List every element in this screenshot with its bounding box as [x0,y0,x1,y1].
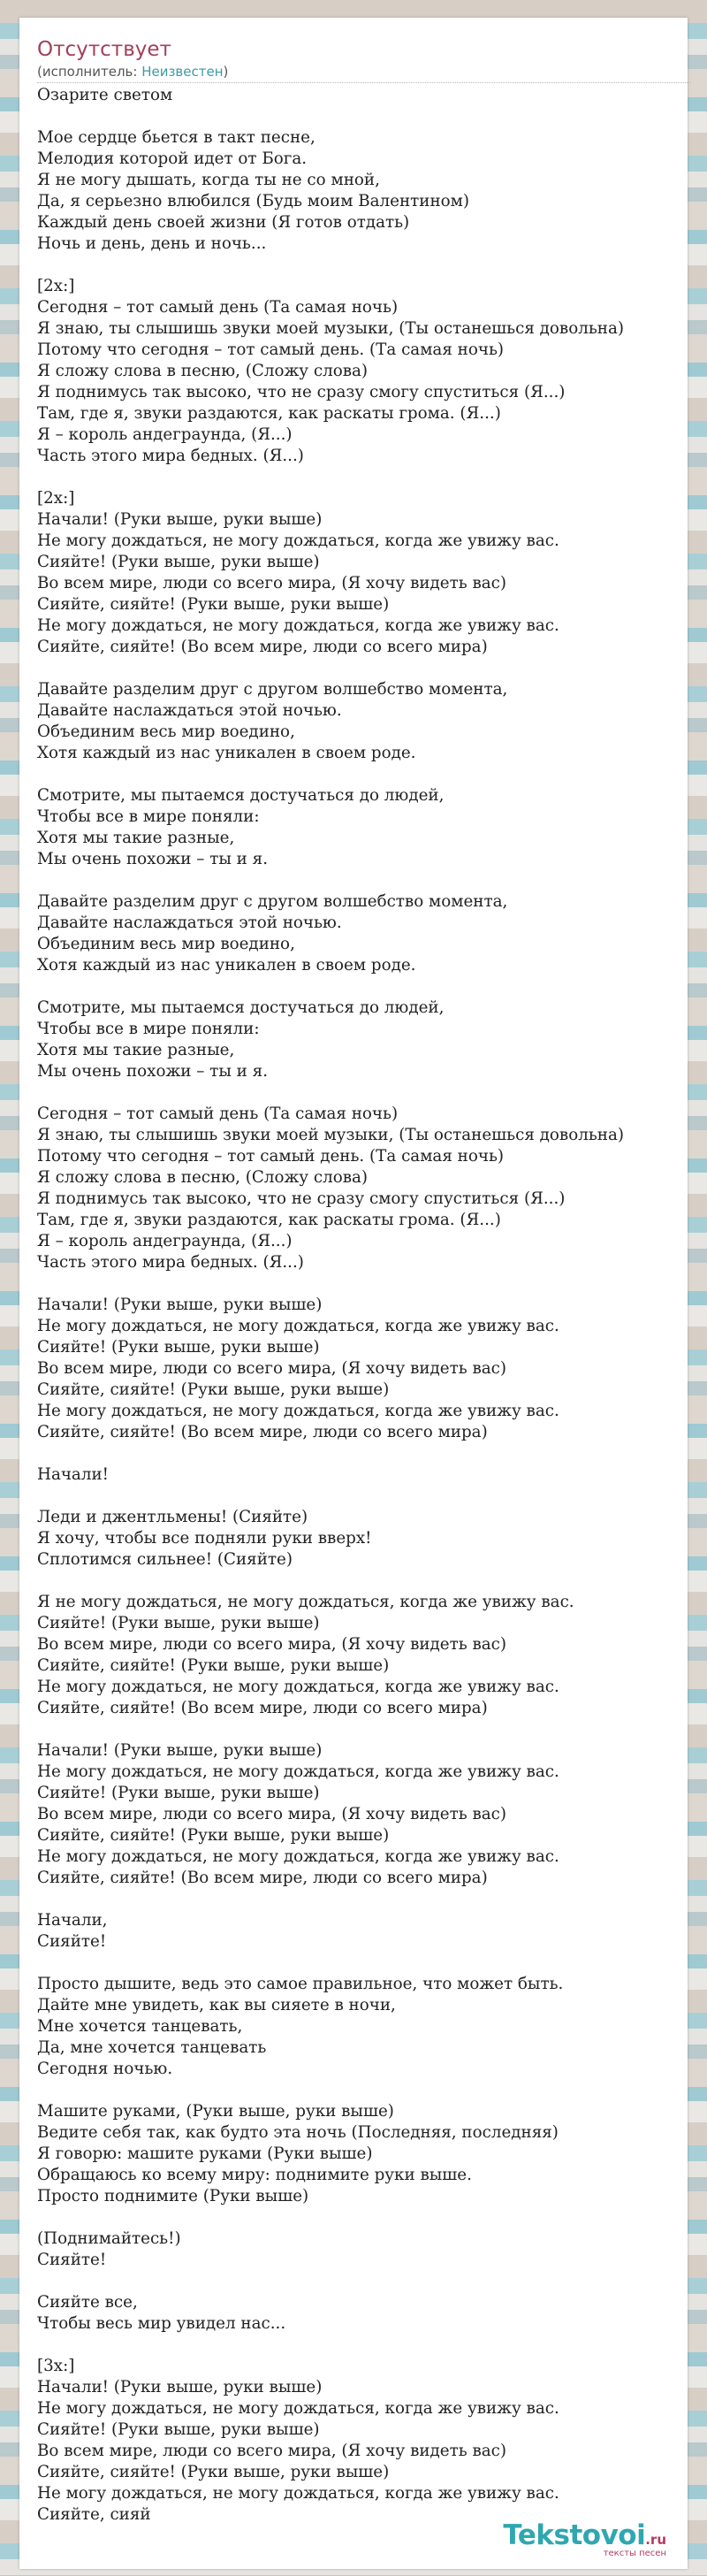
lyric-line: Да, я серьезно влюбился (Будь моим Валентином) [37,192,470,210]
lyric-line: Сияйте, сияйте! (Во всем мире, люди со всего мира) [37,1423,488,1441]
lyric-line: Сияйте! (Руки выше, руки выше) [37,1338,320,1357]
lyric-line: Хотя мы такие разные, [37,829,235,847]
lyric-line: Давайте наслаждаться этой ночью. [37,913,342,932]
lyric-line: Каждый день своей жизни (Я готов отдать) [37,213,410,232]
lyric-line: Давайте наслаждаться этой ночью. [37,701,342,720]
lyric-line: Сияйте, сияйте! (Руки выше, руки выше) [37,1656,390,1675]
lyric-line: Потому что сегодня – тот самый день. (Та самая ночь) [37,1147,505,1166]
lyric-line: Я – король андеграунда, (Я...) [37,1232,293,1250]
blank-line [37,106,691,127]
lyric-line: Я не могу дышать, когда ты не со мной, [37,171,380,189]
lyric-line: Дайте мне увидеть, как вы сияете в ночи, [37,1996,396,2014]
lyric-line: Я сложу слова в песню, (Сложу слова) [37,1168,369,1187]
lyric-line: Не могу дождаться, не могу дождаться, когда же увижу вас. [37,2484,559,2503]
blank-line [37,870,691,891]
blank-line [37,1889,691,1910]
blank-line [37,2335,691,2356]
blank-line [37,2271,691,2292]
blank-line [37,1571,691,1592]
lyric-line: Начали! (Руки выше, руки выше) [37,1741,323,1760]
lyric-line: Сияйте! [37,2251,107,2269]
lyric-line: Сияйте, сияйте! (Руки выше, руки выше) [37,1380,390,1399]
lyric-line: [2x:] [37,489,75,508]
lyric-line: Потому что сегодня – тот самый день. (Та самая ночь) [37,340,505,359]
lyric-line: Я поднимусь так высоко, что не сразу смогу спуститься (Я...) [37,383,566,401]
lyric-line: Сияйте все, [37,2293,138,2312]
lyric-line: Начали! (Руки выше, руки выше) [37,2378,323,2396]
lyric-line: Я знаю, ты слышишь звуки моей музыки, (Ты останешься довольна) [37,319,625,338]
logo-tagline: тексты песен [603,2549,666,2558]
blank-line [37,1082,691,1104]
lyric-line: Хотя мы такие разные, [37,1041,235,1059]
logo-wordmark [503,2520,666,2550]
lyric-line: Начали! [37,1465,109,1484]
lyric-line: Я – король андеграунда, (Я...) [37,425,293,444]
lyric-line: Чтобы все в мире поняли: [37,807,260,826]
lyric-line: Там, где я, звуки раздаются, как раскаты грома. (Я...) [37,404,501,423]
lyric-line: Сияйте! (Руки выше, руки выше) [37,553,320,571]
lyric-line: Начали! (Руки выше, руки выше) [37,1296,323,1314]
lyrics-text [37,85,691,2526]
blank-line [37,658,691,679]
blank-line [37,976,691,998]
lyric-line: Во всем мире, люди со всего мира, (Я хочу видеть вас) [37,1805,507,1823]
lyric-line: Не могу дождаться, не могу дождаться, когда же увижу вас. [37,1317,559,1335]
blank-line [37,1273,691,1295]
lyric-line: Давайте разделим друг с другом волшебство момента, [37,680,508,699]
lyric-line: Смотрите, мы пытаемся достучаться до людей, [37,786,445,805]
lyric-line: Во всем мире, люди со всего мира, (Я хочу видеть вас) [37,2442,507,2460]
lyric-line: Там, где я, звуки раздаются, как раскаты грома. (Я...) [37,1211,501,1229]
lyric-line: (Поднимайтесь!) [37,2229,181,2248]
lyric-line: Начали! (Руки выше, руки выше) [37,510,323,529]
lyric-line: Не могу дождаться, не могу дождаться, когда же увижу вас. [37,1762,559,1781]
lyric-line: Чтобы весь мир увидел нас... [37,2314,286,2333]
lyric-line: Не могу дождаться, не могу дождаться, когда же увижу вас. [37,531,559,550]
lyric-line: Сегодня – тот самый день (Та самая ночь) [37,298,399,317]
lyric-line: Давайте разделим друг с другом волшебство момента, [37,892,508,911]
lyric-line: Обращаюсь ко всему миру: поднимите руки выше. [37,2166,472,2184]
lyric-line: Во всем мире, люди со всего мира, (Я хочу видеть вас) [37,574,507,592]
lyric-line: Сияйте, сияйте! (Во всем мире, люди со всего мира) [37,638,488,656]
lyric-line: Сияйте! (Руки выше, руки выше) [37,1784,320,1802]
lyric-line: Мы очень похожи – ты и я. [37,850,269,868]
lyric-line: Часть этого мира бедных. (Я...) [37,1253,304,1272]
lyric-line: [3x:] [37,2357,75,2375]
lyric-line: Во всем мире, люди со всего мира, (Я хочу видеть вас) [37,1635,507,1654]
lyric-line: Во всем мире, люди со всего мира, (Я хочу видеть вас) [37,1359,507,1378]
blank-line [37,1443,691,1464]
lyric-line: Машите руками, (Руки выше, руки выше) [37,2102,394,2121]
blank-line [37,467,691,488]
logo-tld: .ru [645,2532,666,2548]
lyric-line: Сегодня – тот самый день (Та самая ночь) [37,1105,399,1123]
lyric-line: Сияйте! [37,1932,107,1951]
lyric-line: Сияйте! (Руки выше, руки выше) [37,1614,320,1632]
song-title: Отсутствует [37,38,171,61]
lyric-line: Хотя каждый из нас уникален в своем роде. [37,956,416,975]
lyric-line: Просто дышите, ведь это самое правильное, что может быть. [37,1975,564,1993]
blank-line [37,764,691,785]
lyric-line: Я говорю: машите руками (Руки выше) [37,2144,373,2163]
artist-line [37,63,691,83]
blank-line [37,2207,691,2228]
lyrics-card [19,18,688,2569]
lyric-line: Не могу дождаться, не могу дождаться, когда же увижу вас. [37,1402,559,1420]
lyric-line: Сплотимся сильнее! (Сияйте) [37,1550,293,1569]
lyric-line: Мне хочется танцевать, [37,2017,243,2036]
lyric-line: Смотрите, мы пытаемся достучаться до людей, [37,998,445,1017]
lyric-line: Объединим весь мир воедино, [37,722,295,741]
lyric-line: Ночь и день, день и ночь... [37,234,267,253]
blank-line [37,2080,691,2101]
lyric-line: Сияйте! (Руки выше, руки выше) [37,2420,320,2439]
lyric-line: Сияйте, сияйте! (Во всем мире, люди со всего мира) [37,1699,488,1717]
lyric-line: Я знаю, ты слышишь звуки моей музыки, (Ты останешься довольна) [37,1126,625,1144]
lyric-line: Озарите светом [37,86,173,104]
lyric-line: Сияйте, сияй [37,2505,151,2524]
lyric-line: Сияйте, сияйте! (Руки выше, руки выше) [37,2463,390,2481]
blank-line [37,1486,691,1507]
lyric-line: Сияйте, сияйте! (Во всем мире, люди со всего мира) [37,1869,488,1887]
lyric-line: Просто поднимите (Руки выше) [37,2187,309,2205]
lyric-line: Не могу дождаться, не могу дождаться, когда же увижу вас. [37,1847,559,1866]
lyric-line: Сияйте, сияйте! (Руки выше, руки выше) [37,595,390,614]
artist-link[interactable]: Неизвестен [141,64,224,80]
logo-word: Tekstovoi [503,2519,646,2551]
lyric-line: Объединим весь мир воедино, [37,935,295,953]
lyric-line: [2x:] [37,277,75,295]
lyric-line: Не могу дождаться, не могу дождаться, когда же увижу вас. [37,2399,559,2418]
lyric-line: Чтобы все в мире поняли: [37,1020,260,1038]
lyric-line: Да, мне хочется танцевать [37,2038,267,2057]
lyric-line: Не могу дождаться, не могу дождаться, когда же увижу вас. [37,1678,559,1696]
lyric-line: Сегодня ночью. [37,2060,173,2078]
lyric-line: Леди и джентльмены! (Сияйте) [37,1508,308,1526]
site-logo[interactable] [503,2520,666,2558]
artist-prefix: (исполнитель: [37,64,142,80]
lyric-line: Мы очень похожи – ты и я. [37,1062,269,1081]
lyric-line: Начали, [37,1911,108,1930]
lyric-line: Я поднимусь так высоко, что не сразу смогу спуститься (Я...) [37,1189,566,1208]
lyric-line: Я не могу дождаться, не могу дождаться, когда же увижу вас. [37,1593,574,1611]
lyric-line: Часть этого мира бедных. (Я...) [37,447,304,465]
blank-line [37,1953,691,1974]
lyric-line: Хотя каждый из нас уникален в своем роде. [37,744,416,762]
lyric-line: Сияйте, сияйте! (Руки выше, руки выше) [37,1826,390,1845]
lyric-line: Я хочу, чтобы все подняли руки вверх! [37,1529,372,1548]
lyric-line: Мое сердце бьется в такт песне, [37,128,315,147]
lyric-line: Мелодия которой идет от Бога. [37,149,308,168]
lyric-line: Я сложу слова в песню, (Сложу слова) [37,362,369,380]
lyric-line: Ведите себя так, как будто эта ночь (Последняя, последняя) [37,2123,559,2142]
blank-line [37,1719,691,1740]
artist-suffix: ) [223,64,229,80]
blank-line [37,255,691,276]
lyric-line: Не могу дождаться, не могу дождаться, когда же увижу вас. [37,616,559,635]
